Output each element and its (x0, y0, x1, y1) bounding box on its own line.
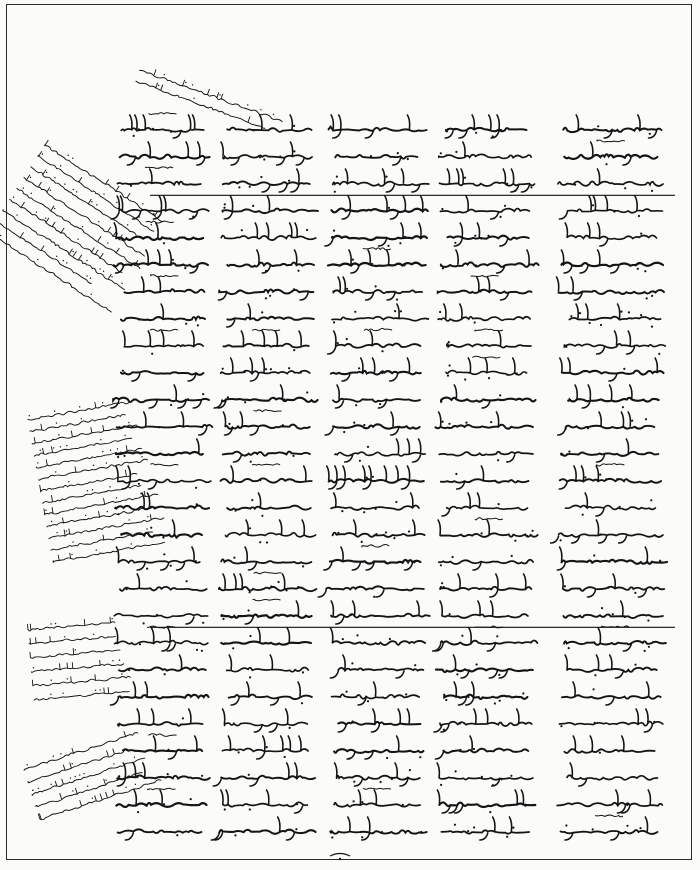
verse-hemistich (226, 520, 316, 544)
verse-hemistich (437, 763, 533, 786)
verse-hemistich (222, 599, 312, 624)
verse-hemistich (221, 790, 308, 813)
verse-hemistich (440, 574, 531, 597)
verse-hemistich (563, 115, 661, 138)
verse-hemistich (332, 196, 428, 219)
verse-hemistich (227, 655, 309, 679)
verse-hemistich (223, 452, 310, 463)
verse-hemistich (338, 709, 420, 732)
verse-hemistich (324, 545, 421, 570)
verse-hemistich (221, 464, 312, 483)
verse-hemistich (334, 736, 423, 760)
margin-note-upper-left-diagonal (0, 140, 171, 313)
verse-hemistich (218, 288, 313, 300)
verse-hemistich (227, 115, 311, 132)
verse-hemistich (434, 709, 532, 732)
verse-hemistich (564, 140, 657, 165)
verse-hemistich (564, 331, 665, 355)
verse-hemistich (440, 169, 535, 192)
verse-hemistich (223, 329, 308, 351)
verse-hemistich (441, 385, 536, 408)
verse-hemistich (447, 329, 531, 348)
verse-hemistich (561, 815, 658, 840)
verse-hemistich (442, 493, 528, 516)
verse-hemistich (559, 196, 662, 219)
verse-hemistich (433, 626, 538, 651)
verse-hemistich (221, 142, 312, 165)
verse-hemistich (110, 682, 208, 705)
verse-hemistich (333, 520, 425, 543)
verse-hemistich (332, 682, 420, 705)
verse-hemistich (446, 356, 527, 380)
verse-hemistich (331, 628, 426, 645)
verse-hemistich (227, 304, 314, 327)
verse-hemistich (333, 277, 422, 301)
verse-hemistich (440, 196, 529, 219)
verse-hemistich (227, 250, 314, 273)
verse-hemistich (118, 167, 201, 187)
verse-hemistich (437, 790, 535, 813)
verse-hemistich (114, 614, 207, 625)
verse-hemistich (111, 196, 209, 219)
verse-hemistich (117, 412, 213, 435)
verse-hemistich (223, 196, 319, 219)
verse-hemistich (221, 223, 315, 240)
verse-hemistich (334, 788, 420, 807)
verse-hemistich (561, 439, 658, 462)
verse-hemistich (223, 169, 310, 192)
verse-hemistich (328, 248, 426, 273)
verse-hemistich (435, 412, 533, 429)
verse-hemistich (229, 682, 312, 705)
verse-hemistich (116, 464, 211, 489)
verse-hemistich (558, 169, 663, 192)
verse-hemistich (441, 250, 539, 273)
verse-hemistich (440, 601, 528, 618)
verse-hemistich (123, 734, 202, 759)
verse-hemistich (566, 493, 656, 516)
verse-hemistich (117, 763, 210, 786)
verse-hemistich (563, 601, 662, 622)
verse-hemistich (327, 466, 424, 489)
verse-hemistich (557, 790, 662, 813)
verse-hemistich (551, 520, 663, 543)
verse-hemistich (120, 142, 210, 165)
verse-hemistich (448, 223, 529, 246)
verse-hemistich (438, 275, 532, 300)
verse-hemistich (438, 518, 538, 542)
verse-hemistich (221, 358, 310, 381)
verse-hemistich (444, 682, 527, 705)
verse-hemistich (335, 439, 425, 462)
verse-hemistich (568, 385, 658, 408)
verse-hemistich (325, 223, 427, 247)
verse-hemistich (121, 113, 203, 138)
verse-hemistich (565, 655, 657, 678)
margin-note-bottom-left-block (22, 725, 161, 821)
verse-hemistich (325, 412, 420, 435)
verse-hemistich (331, 601, 430, 624)
poem-body (110, 113, 675, 840)
verse-hemistich (557, 547, 667, 570)
verse-hemistich (441, 817, 529, 840)
verse-hemistich (111, 385, 209, 408)
verse-hemistich (561, 574, 664, 597)
verse-hemistich (223, 709, 308, 732)
verse-hemistich (124, 275, 204, 294)
verse-hemistich (333, 169, 429, 193)
verse-hemistich (123, 329, 204, 355)
verse-hemistich (559, 464, 661, 489)
margin-note-left-dense-block (27, 394, 168, 563)
verse-hemistich (565, 223, 656, 246)
verse-hemistich (116, 439, 203, 458)
verse-hemistich (116, 547, 199, 570)
verse-hemistich (211, 817, 315, 840)
verse-hemistich (560, 358, 664, 381)
verse-hemistich (567, 763, 658, 786)
verse-hemistich (118, 709, 203, 726)
verse-hemistich (332, 304, 428, 324)
verse-hemistich (119, 655, 206, 675)
verse-hemistich (213, 763, 315, 786)
verse-hemistich (331, 358, 421, 381)
verse-hemistich (569, 304, 660, 328)
verse-hemistich (331, 493, 419, 513)
verse-hemistich (329, 115, 427, 138)
verse-hemistich (221, 547, 311, 570)
verse-hemistich (335, 152, 417, 165)
verse-hemistich (561, 250, 663, 273)
verse-hemistich (439, 555, 533, 570)
verse-hemistich (445, 115, 526, 138)
marginal-notes (0, 64, 284, 820)
verse-hemistich (121, 304, 205, 327)
verse-hemistich (557, 277, 664, 300)
verse-hemistich (439, 142, 532, 158)
verse-hemistich (121, 370, 203, 381)
verse-hemistich (219, 572, 317, 593)
verse-hemistich (333, 385, 420, 408)
verse-hemistich (335, 763, 420, 786)
verse-hemistich (330, 655, 423, 678)
verse-hemistich (118, 829, 202, 840)
verse-hemistich (438, 304, 530, 324)
verse-hemistich (115, 493, 209, 515)
verse-hemistich (558, 412, 655, 435)
verse-hemistich (222, 736, 308, 759)
bottom-footnote-mark (320, 850, 360, 862)
verse-hemistich (214, 385, 318, 408)
verse-hemistich (564, 626, 666, 652)
verse-hemistich (441, 466, 529, 489)
verse-hemistich (435, 736, 528, 759)
verse-hemistich (115, 626, 208, 652)
verse-hemistich (318, 586, 424, 597)
verse-hemistich (116, 788, 206, 813)
verse-hemistich (436, 655, 533, 678)
verse-hemistich (223, 410, 309, 435)
verse-hemistich (564, 736, 654, 754)
verse-hemistich (559, 709, 663, 732)
verse-hemistich (120, 574, 207, 591)
verse-hemistich (439, 452, 533, 462)
verse-hemistich (562, 682, 661, 705)
verse-hemistich (330, 817, 426, 840)
verse-hemistich (227, 493, 311, 517)
verse-hemistich (221, 628, 311, 649)
verse-hemistich (328, 328, 421, 354)
